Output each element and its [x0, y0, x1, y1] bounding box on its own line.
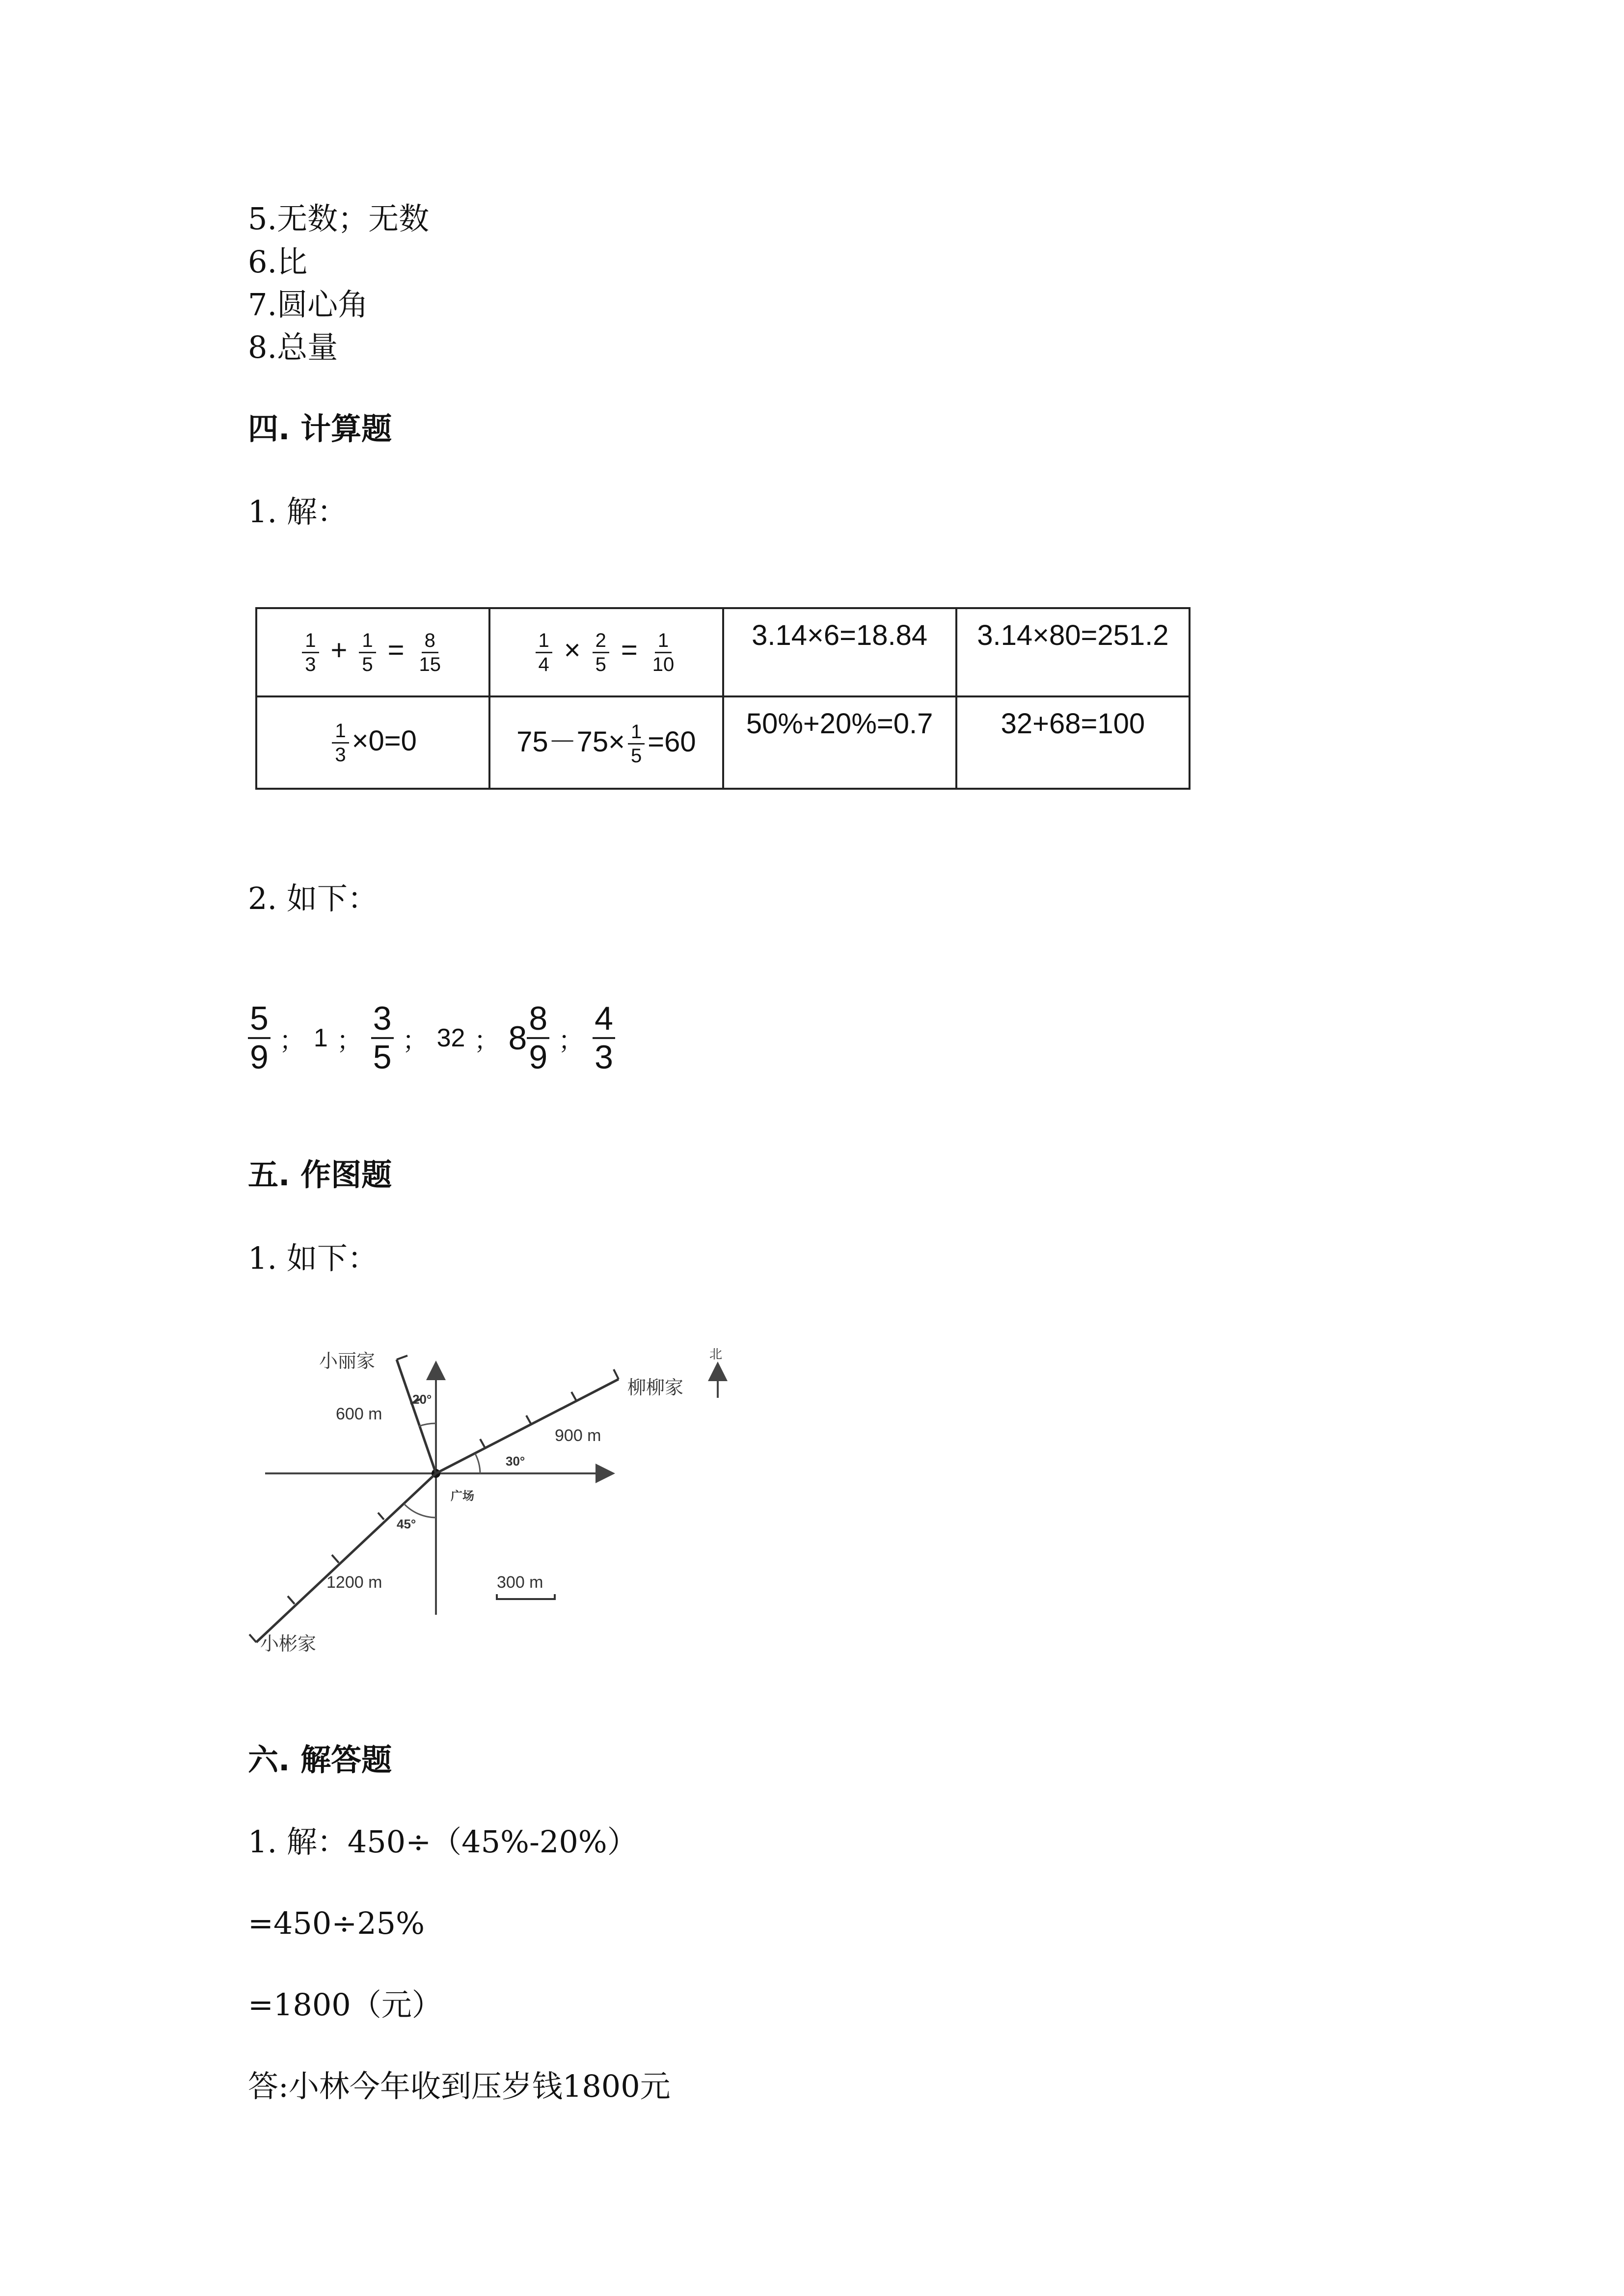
fraction: $\frac{2}{5}$: [593, 629, 609, 676]
answer-7: 7.圆心角: [248, 287, 369, 322]
table-cell: 3.14×6=18.84: [723, 608, 956, 696]
line-to-xiaobin: [256, 1473, 436, 1642]
answer-5: 5.无数；无数: [248, 201, 430, 237]
label-30deg: 30°: [506, 1454, 525, 1468]
north-label: 北: [709, 1347, 723, 1362]
table-cell: 32+68=100: [956, 696, 1190, 789]
fraction: $\frac{1}{5}$: [628, 721, 645, 767]
table-cell: $\frac{1}{4}$ × $\frac{2}{5}$ = $\frac{1}{10}$: [489, 608, 723, 696]
solution-answer: 答:小林今年收到压岁钱1800元: [248, 2068, 671, 2104]
fraction: $\frac{3}{5}$: [371, 1000, 394, 1076]
q2-answers: $\frac{5}{9}$ ； 1 ； $\frac{3}{5}$ ； 32 ； 8 $\frac{8}{9}$ ； $\frac{4}{3}$: [248, 996, 615, 1080]
fraction: $\frac{4}{3}$: [593, 1000, 615, 1076]
label-1200m: 1200 m: [326, 1573, 382, 1592]
section-4-q1-label: 1. 解：: [248, 494, 348, 530]
table-cell: 75－75× $\frac{1}{5}$ =60: [489, 696, 723, 789]
fraction: $\frac{5}{9}$: [248, 1000, 271, 1076]
line-to-xiaoli: [397, 1360, 436, 1473]
fraction: $\frac{1}{3}$: [302, 629, 319, 676]
section-5-q1-label: 1. 如下：: [248, 1240, 378, 1276]
calculation-table: [255, 607, 1191, 790]
label-900m: 900 m: [555, 1426, 601, 1445]
section-4-title: 四. 计算题: [248, 411, 392, 447]
section-4-q2-label: 2. 如下：: [248, 881, 378, 916]
table-cell: 3.14×80=251.2: [956, 608, 1190, 696]
label-20deg: 20°: [412, 1392, 432, 1407]
solution-line-1: 1. 解：450÷（45%-20%）: [248, 1824, 638, 1860]
map-diagram: [245, 1325, 761, 1669]
label-xiaobin: 小彬家: [260, 1634, 317, 1655]
answer-6: 6.比: [248, 244, 308, 280]
label-600m: 600 m: [336, 1405, 382, 1423]
answer-8: 8.总量: [248, 329, 338, 365]
fraction: $\frac{1}{10}$: [652, 629, 675, 675]
table-cell: 50%+20%=0.7: [723, 696, 956, 789]
fraction: $\frac{8}{9}$: [527, 1000, 549, 1076]
section-5-title: 五. 作图题: [248, 1157, 392, 1193]
label-scale: 300 m: [497, 1573, 543, 1592]
table-cell: $\frac{1}{3}$ + $\frac{1}{5}$ = $\frac{8}{15}$: [256, 608, 489, 696]
scale-bar: [497, 1594, 555, 1599]
solution-line-3: =1800（元）: [248, 1987, 442, 2023]
label-plaza: 广场: [451, 1490, 474, 1503]
fraction: $\frac{1}{5}$: [359, 629, 376, 676]
solution-line-2: =450÷25%: [248, 1905, 425, 1941]
label-45deg: 45°: [397, 1517, 416, 1531]
label-liuliu: 柳柳家: [627, 1378, 684, 1398]
label-xiaoli: 小丽家: [319, 1351, 376, 1372]
fraction: $\frac{1}{4}$: [536, 629, 552, 676]
fraction: $\frac{8}{15}$: [419, 629, 441, 675]
section-6-title: 六. 解答题: [248, 1742, 392, 1778]
fraction: $\frac{1}{3}$: [332, 720, 349, 766]
table-cell: $\frac{1}{3}$ ×0=0: [256, 696, 489, 789]
